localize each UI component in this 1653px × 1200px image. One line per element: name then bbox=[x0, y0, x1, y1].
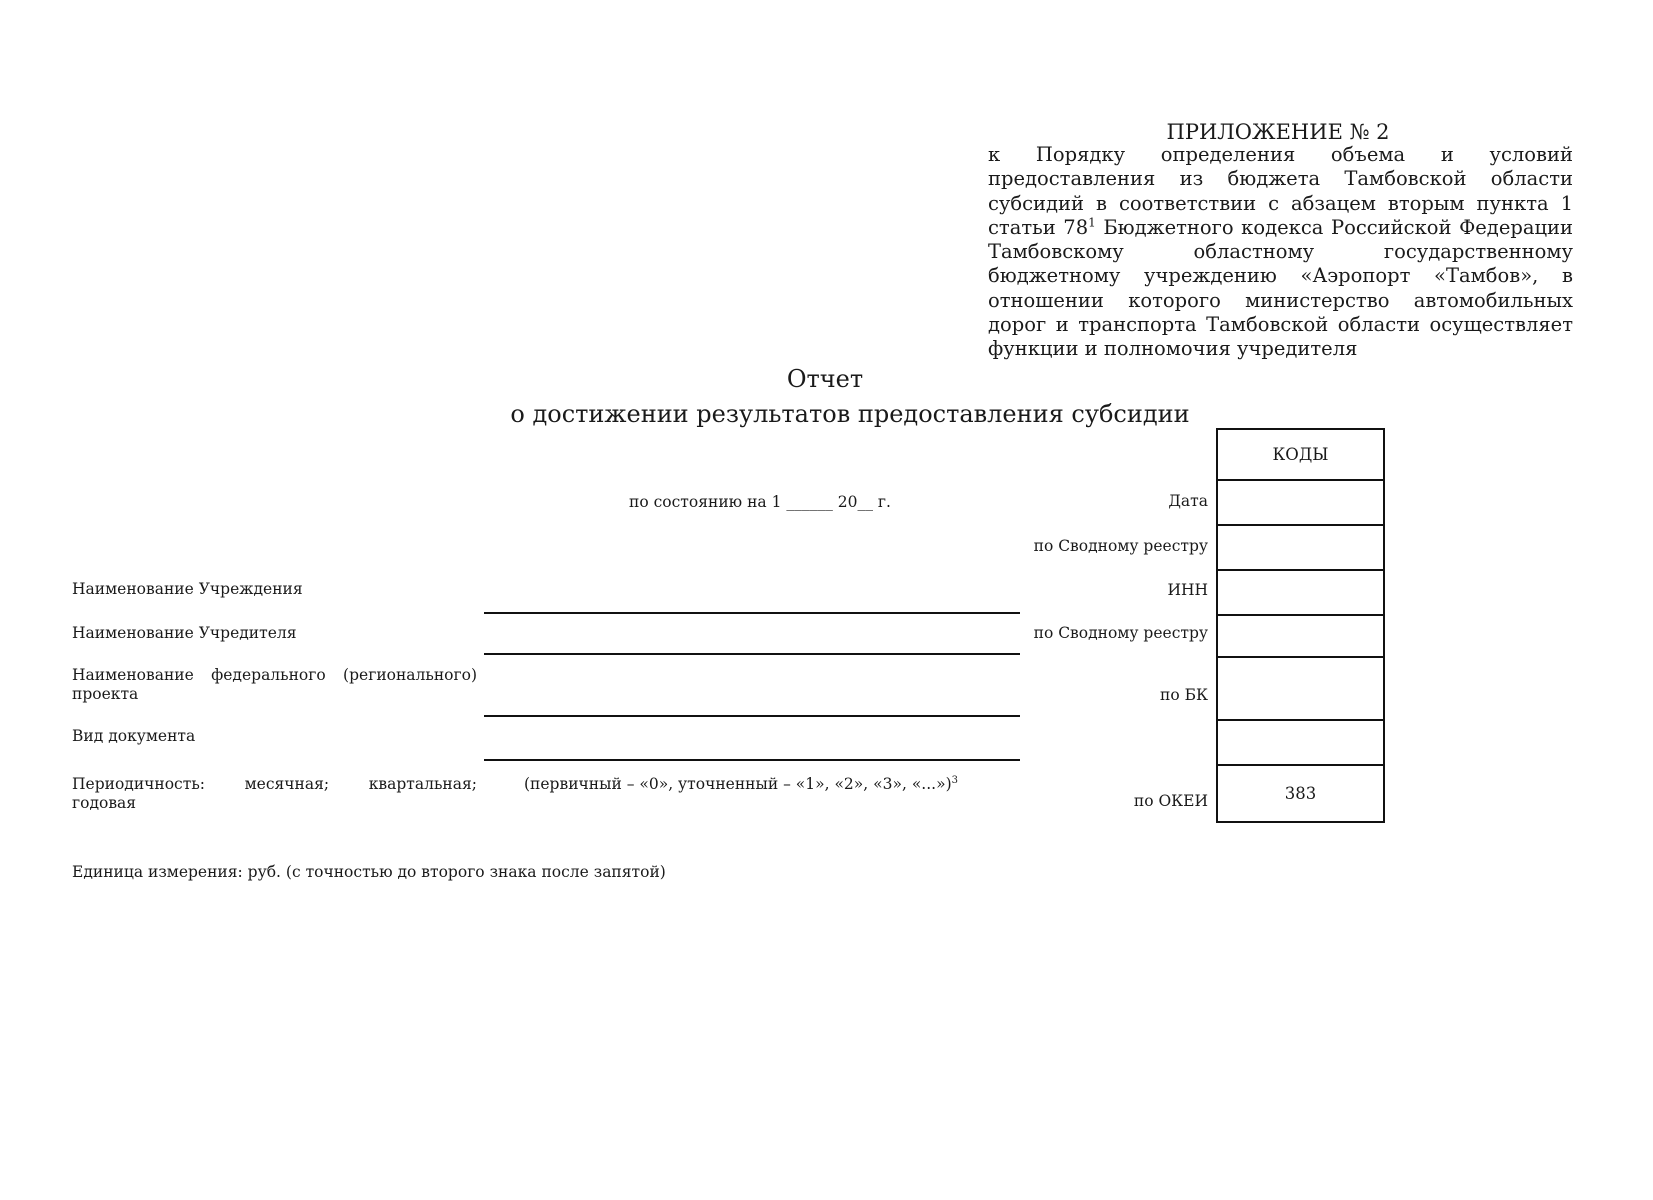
code-cell-doc-type[interactable] bbox=[1218, 721, 1383, 766]
revision-note bbox=[524, 775, 958, 793]
code-label-date: Дата bbox=[1168, 492, 1208, 510]
periodicity-label: Периодичность: bbox=[72, 775, 205, 793]
revision-footnote-sup: 3 bbox=[951, 775, 958, 786]
codes-table bbox=[1216, 428, 1385, 823]
code-label-registry-1: по Сводному реестру bbox=[1033, 537, 1208, 555]
annex-text bbox=[988, 143, 1573, 362]
annex-text-part2: Бюджетного кодекса Российской Федерации Тамбовскому областному государственному бюджетному учреждению «Аэропорт «Тамбов», в отношении которого министерство автомобильных дорог и транспорта Тамбовской области осуществляет функции и полномочия учредителя bbox=[988, 215, 1573, 361]
doc-type-fill-line[interactable] bbox=[484, 759, 1020, 761]
founder-fill-line[interactable] bbox=[484, 653, 1020, 655]
annex-footnote-sup: 1 bbox=[1088, 215, 1096, 230]
code-cell-inn[interactable] bbox=[1218, 571, 1383, 616]
code-label-registry-2: по Сводному реестру bbox=[1033, 624, 1208, 642]
label-doc-type: Вид документа bbox=[72, 727, 196, 745]
unit-of-measure: Единица измерения: руб. (с точностью до второго знака после запятой) bbox=[72, 863, 666, 881]
code-cell-bk[interactable] bbox=[1218, 658, 1383, 721]
codes-header: КОДЫ bbox=[1218, 430, 1383, 481]
code-label-inn: ИНН bbox=[1167, 581, 1208, 599]
code-label-okei: по ОКЕИ bbox=[1133, 792, 1208, 810]
project-fill-line[interactable] bbox=[484, 715, 1020, 717]
code-cell-date[interactable] bbox=[1218, 481, 1383, 526]
label-institution: Наименование Учреждения bbox=[72, 580, 303, 598]
annex-text-part1: к Порядку определения объема и условий предоставления из бюджета Тамбовской области субсидий в соответствии с абзацем вторым пункта 1 статьи 78 bbox=[988, 143, 1573, 239]
annex-title: ПРИЛОЖЕНИЕ № 2 bbox=[1166, 120, 1390, 144]
report-title: Отчет bbox=[786, 365, 864, 393]
label-project: Наименование федерального (регионального) проекта bbox=[72, 666, 477, 703]
periodicity-quarterly: квартальная; bbox=[368, 775, 477, 793]
institution-fill-line[interactable] bbox=[484, 612, 1020, 614]
periodicity bbox=[72, 775, 477, 813]
code-cell-registry-2[interactable] bbox=[1218, 616, 1383, 658]
as-of-date: по состоянию на 1 ______ 20__ г. bbox=[629, 493, 891, 511]
code-cell-registry-1[interactable] bbox=[1218, 526, 1383, 571]
code-label-bk: по БК bbox=[1160, 686, 1208, 704]
periodicity-monthly: месячная; bbox=[244, 775, 330, 793]
revision-text: (первичный – «0», уточненный – «1», «2», «3», «...») bbox=[524, 775, 952, 794]
periodicity-annual: годовая bbox=[72, 794, 137, 812]
report-subtitle: о достижении результатов предоставления субсидии bbox=[510, 400, 1190, 428]
code-cell-okei[interactable]: 383 bbox=[1284, 784, 1317, 803]
label-founder: Наименование Учредителя bbox=[72, 624, 297, 642]
